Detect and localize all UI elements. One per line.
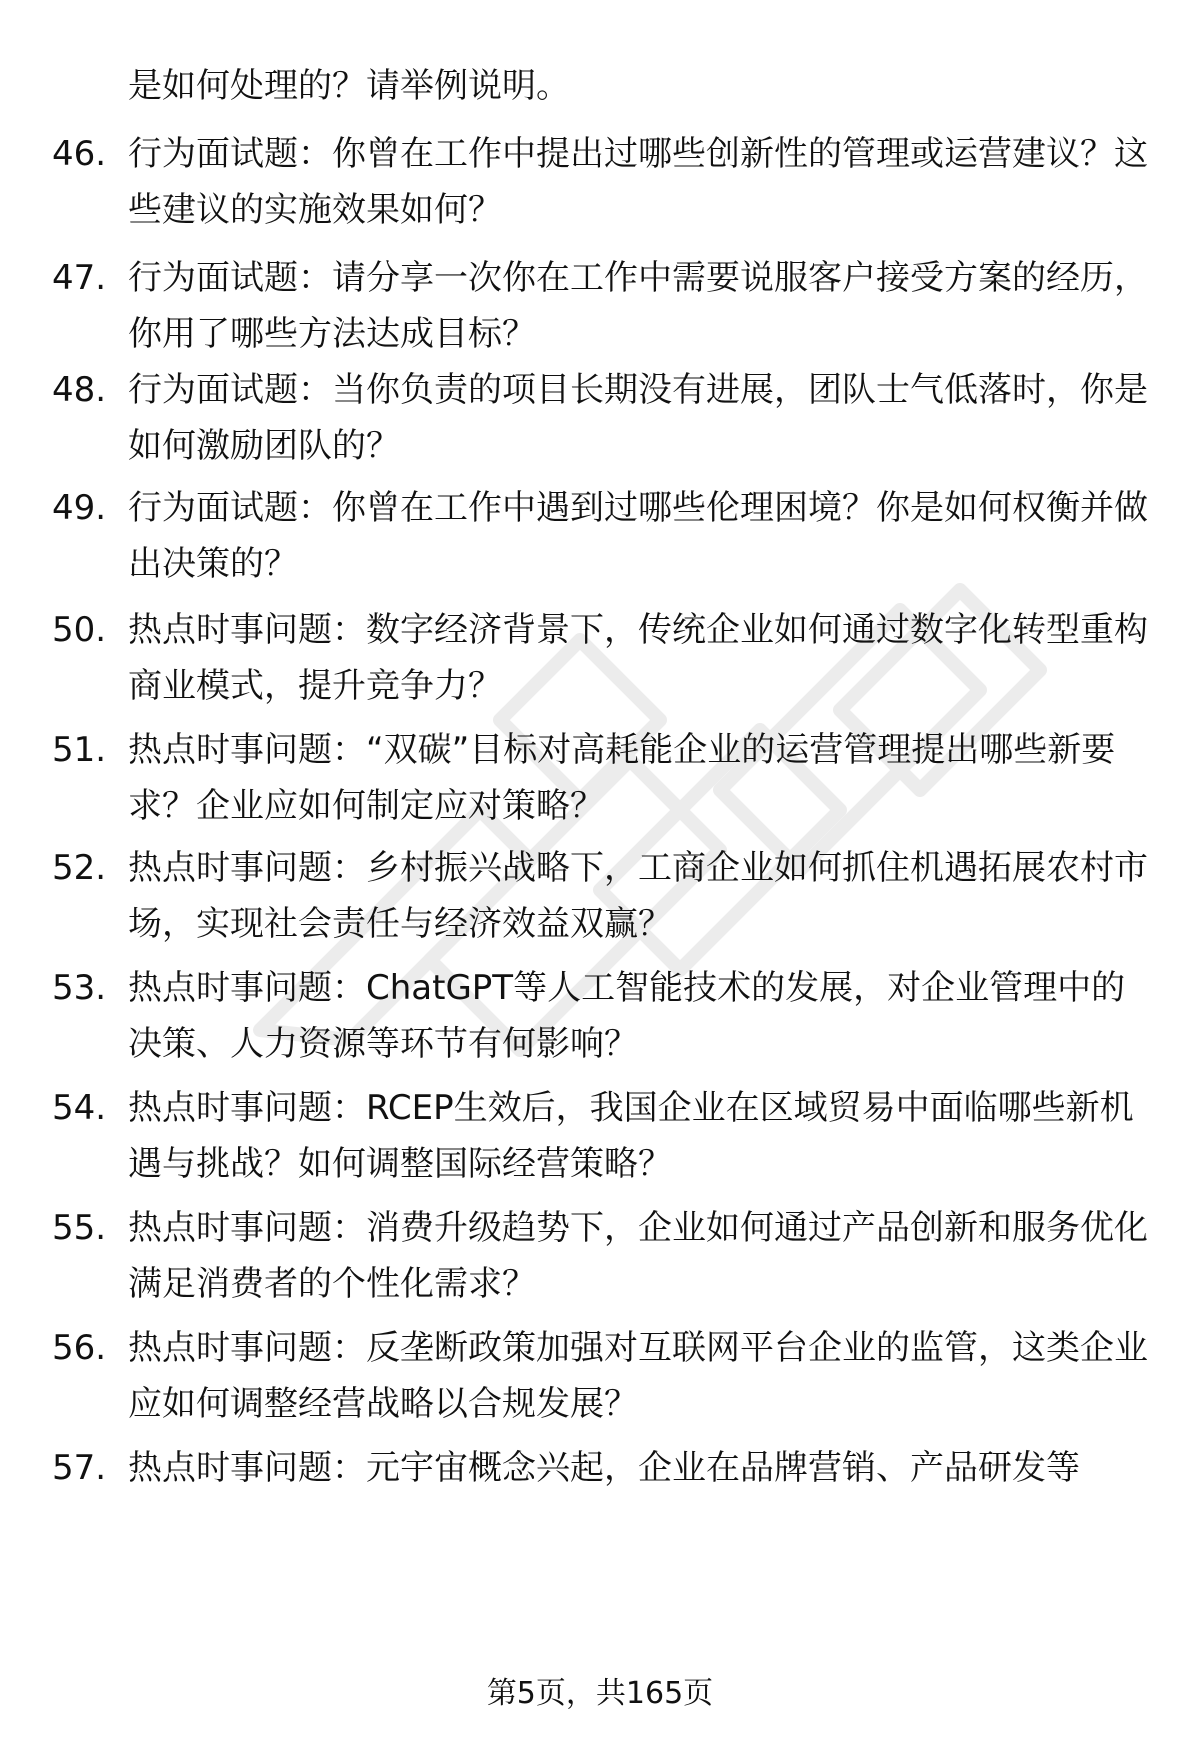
question-number: 48. — [52, 370, 107, 410]
question-text: 行为面试题：请分享一次你在工作中需要说服客户接受方案的经历，你用了哪些方法达成目标？ — [128, 258, 1148, 354]
question-text: 热点时事问题：ChatGPT等人工智能技术的发展，对企业管理中的决策、人力资源等环节有何影响？ — [128, 968, 1126, 1064]
question-number: 50. — [52, 610, 107, 650]
question-text: 行为面试题：你曾在工作中遇到过哪些伦理困境？你是如何权衡并做出决策的？ — [128, 488, 1148, 584]
question-number: 51. — [52, 730, 107, 770]
question-number: 52. — [52, 848, 107, 888]
question-number: 49. — [52, 488, 107, 528]
question-number: 54. — [52, 1088, 107, 1128]
question-number: 57. — [52, 1448, 107, 1488]
question-text: 行为面试题：你曾在工作中提出过哪些创新性的管理或运营建议？这些建议的实施效果如何？ — [128, 134, 1148, 230]
question-text: 热点时事问题：元宇宙概念兴起，企业在品牌营销、产品研发等 — [128, 1448, 1080, 1488]
question-number: 55. — [52, 1208, 107, 1248]
question-text: 热点时事问题：反垄断政策加强对互联网平台企业的监管，这类企业应如何调整经营战略以合规发展？ — [128, 1328, 1148, 1424]
page-footer: 第5页，共165页 — [486, 1676, 714, 1711]
continued-question-text: 是如何处理的？请举例说明。 — [128, 66, 570, 106]
question-text: 热点时事问题：“双碳”目标对高耗能企业的运营管理提出哪些新要求？企业应如何制定应对策略？ — [128, 730, 1116, 826]
question-number: 53. — [52, 968, 107, 1008]
question-text: 热点时事问题：乡村振兴战略下，工商企业如何抓住机遇拓展农村市场，实现社会责任与经济效益双赢？ — [128, 848, 1148, 944]
question-text: 热点时事问题：RCEP生效后，我国企业在区域贸易中面临哪些新机遇与挑战？如何调整国际经营策略？ — [128, 1088, 1134, 1184]
question-text: 热点时事问题：数字经济背景下，传统企业如何通过数字化转型重构商业模式，提升竞争力？ — [128, 610, 1148, 706]
question-number: 56. — [52, 1328, 107, 1368]
question-number: 46. — [52, 134, 107, 174]
question-text: 热点时事问题：消费升级趋势下，企业如何通过产品创新和服务优化满足消费者的个性化需求？ — [128, 1208, 1148, 1304]
question-number: 47. — [52, 258, 107, 298]
question-text: 行为面试题：当你负责的项目长期没有进展，团队士气低落时，你是如何激励团队的？ — [128, 370, 1148, 466]
